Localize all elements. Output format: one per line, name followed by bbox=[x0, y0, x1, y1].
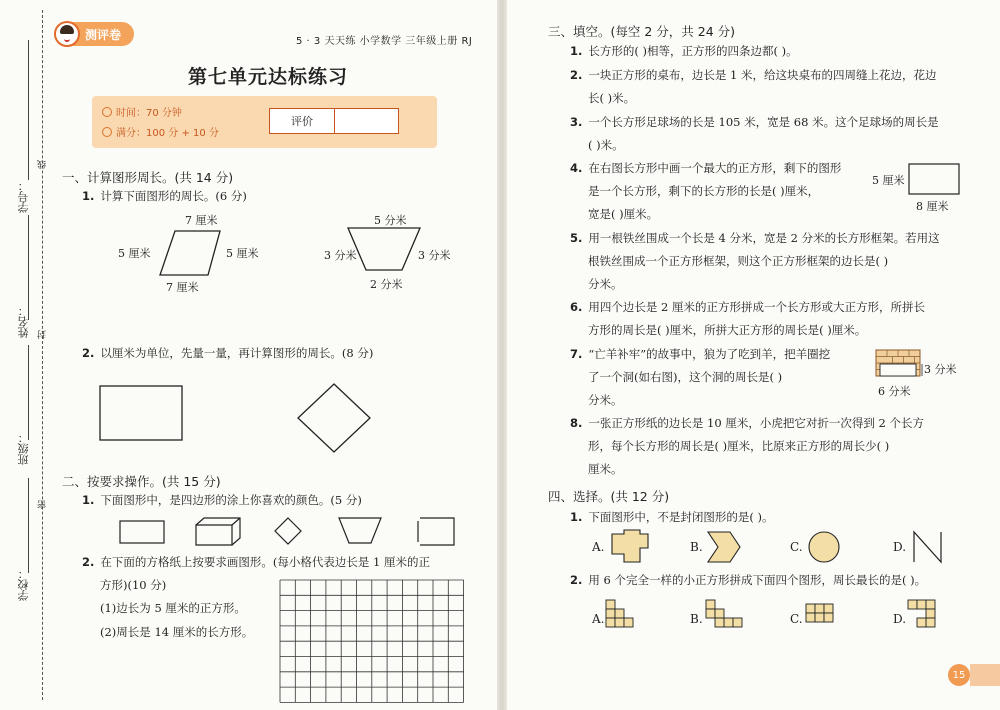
parallelogram-top-label: 7 厘米 bbox=[185, 214, 218, 227]
fill-line bbox=[28, 478, 29, 573]
trapezoid-left-label: 3 分米 bbox=[324, 249, 357, 262]
fill-question-8-line2: 形，每个长方形的周长是( )厘米，比原来正方形的周长少( ) bbox=[588, 439, 890, 453]
student-face-icon bbox=[54, 21, 80, 47]
choice-1-option-c[interactable]: C. bbox=[790, 540, 803, 554]
fill-question-4-line3: 宽是( )厘米。 bbox=[588, 207, 659, 221]
q7-fig-right-label: 3 分米 bbox=[924, 363, 957, 376]
line-mark: 线 bbox=[38, 160, 48, 169]
section-4-title: 四、选择。(共 12 分) bbox=[548, 489, 670, 504]
fill-question-3-line2: ( )米。 bbox=[588, 138, 624, 152]
fill-question-5-line3: 分米。 bbox=[588, 277, 623, 291]
time-text: 时间：70 分钟 bbox=[116, 108, 182, 119]
q4-fig-bottom-label: 8 厘米 bbox=[916, 200, 949, 213]
subtask-square: (1)边长为 5 厘米的正方形。 bbox=[100, 601, 246, 615]
fill-question-6: 6. 用四个边长是 2 厘米的正方形拼成一个长方形或大正方形，所拼长 bbox=[570, 300, 925, 314]
q4-fig-left-label: 5 厘米 bbox=[872, 174, 905, 187]
fill-question-4: 4. 在右图长方形中画一个最大的正方形，剩下的图形 bbox=[570, 161, 842, 175]
fill-question-1: 1. 长方形的( )相等，正方形的四条边都( )。 bbox=[570, 44, 798, 58]
trapezoid-top-label: 5 分米 bbox=[374, 214, 407, 227]
info-box bbox=[92, 96, 437, 148]
section-2-title: 二、按要求操作。(共 15 分) bbox=[62, 474, 221, 489]
fill-question-8: 8. 一张正方形纸的边长是 10 厘米，小虎把它对折一次得到 2 个长方 bbox=[570, 416, 924, 430]
choice-2-option-a[interactable]: A. bbox=[592, 612, 605, 626]
fill-question-2: 2. 一块正方形的桌布，边长是 1 米，给这块桌布的四周缝上花边，花边 bbox=[570, 68, 937, 82]
parallelogram-bottom-label: 7 厘米 bbox=[166, 281, 199, 294]
school-label: 学校： bbox=[17, 568, 30, 601]
fill-line bbox=[28, 345, 29, 440]
seal-mark: 封 bbox=[38, 330, 48, 339]
choice-question-2: 2. 用 6 个完全一样的小正方形拼成下面四个图形，周长最长的是( )。 bbox=[570, 573, 927, 587]
cut-line bbox=[42, 10, 43, 700]
fill-question-7-line2: 了一个洞(如右图)，这个洞的周长是( ) bbox=[588, 370, 783, 384]
q7-fig-bottom-label: 6 分米 bbox=[878, 385, 911, 398]
choice-question-1: 1. 下面图形中，不是封闭图形的是( )。 bbox=[570, 510, 774, 524]
evaluation-blank[interactable] bbox=[335, 109, 398, 133]
choice-2-option-c[interactable]: C. bbox=[790, 612, 803, 626]
check-circle-icon bbox=[102, 127, 112, 137]
logo-text: 测评卷 bbox=[85, 27, 122, 42]
page-gutter bbox=[497, 0, 507, 710]
fill-question-7: 7. “亡羊补牢”的故事中，狼为了吃到羊，把羊圈挖 bbox=[570, 347, 831, 361]
question-2-2-line2: 方形)(10 分) bbox=[100, 578, 167, 592]
fill-question-5: 5. 用一根铁丝围成一个长是 4 分米，宽是 2 分米的长方形框架。若用这 bbox=[570, 231, 940, 245]
fill-question-5-line2: 根铁丝围成一个正方形框架，则这个正方形框架的边长是( ) bbox=[588, 254, 889, 268]
fill-question-6-line2: 方形的周长是( )厘米，所拼大正方形的周长是( )厘米。 bbox=[588, 323, 867, 337]
section-3-title: 三、填空。(每空 2 分，共 24 分) bbox=[548, 24, 736, 39]
section-1-title: 一、计算图形周长。(共 14 分) bbox=[62, 170, 234, 185]
fill-question-8-line3: 厘米。 bbox=[588, 462, 623, 476]
unit-title: 第七单元达标练习 bbox=[188, 66, 349, 88]
subtask-rectangle: (2)周长是 14 厘米的长方形。 bbox=[100, 625, 254, 639]
time-row bbox=[102, 104, 182, 119]
name-label: 姓名： bbox=[17, 305, 30, 338]
fill-question-7-line3: 分米。 bbox=[588, 393, 623, 407]
fill-question-2-line2: 长( )米。 bbox=[588, 91, 636, 105]
class-label: 班级： bbox=[17, 432, 30, 465]
test-paper-logo bbox=[56, 22, 134, 46]
trapezoid-bottom-label: 2 分米 bbox=[370, 278, 403, 291]
binding-strip bbox=[0, 0, 52, 710]
clock-icon bbox=[102, 107, 112, 117]
parallelogram-left-label: 5 厘米 bbox=[118, 247, 151, 260]
page-number: 15 bbox=[948, 664, 970, 686]
question-2-1: 1. 下面图形中，是四边形的涂上你喜欢的颜色。(5 分) bbox=[82, 493, 362, 507]
evaluation-label: 评价 bbox=[270, 109, 335, 133]
choice-2-option-b[interactable]: B. bbox=[690, 612, 703, 626]
choice-2-option-d[interactable]: D. bbox=[893, 612, 907, 626]
choice-1-option-b[interactable]: B. bbox=[690, 540, 703, 554]
fill-question-3: 3. 一个长方形足球场的长是 105 米，宽是 68 米。这个足球场的周长是 bbox=[570, 115, 939, 129]
student-id-label: 学号： bbox=[17, 180, 30, 213]
secret-mark: 密 bbox=[38, 500, 48, 509]
trapezoid-right-label: 3 分米 bbox=[418, 249, 451, 262]
score-row bbox=[102, 124, 219, 139]
question-2-2: 2. 在下面的方格纸上按要求画图形。(每小格代表边长是 1 厘米的正 bbox=[82, 555, 430, 569]
question-1-2: 2. 以厘米为单位，先量一量，再计算图形的周长。(8 分) bbox=[82, 346, 374, 360]
fill-question-4-line2: 是一个长方形，剩下的长方形的长是( )厘米， bbox=[588, 184, 820, 198]
choice-1-option-a[interactable]: A. bbox=[592, 540, 605, 554]
parallelogram-right-label: 5 厘米 bbox=[226, 247, 259, 260]
choice-1-option-d[interactable]: D. bbox=[893, 540, 907, 554]
choice-2-tile-figures bbox=[0, 0, 1, 1]
fill-line bbox=[28, 40, 29, 180]
book-meta: 5 · 3 天天练 小学数学 三年级上册 RJ bbox=[296, 36, 473, 47]
evaluation-table bbox=[269, 108, 399, 134]
page-corner-strip bbox=[970, 664, 1000, 686]
question-1-1: 1. 计算下面图形的周长。(6 分) bbox=[82, 189, 247, 203]
score-text: 满分：100 分 + 10 分 bbox=[116, 128, 219, 139]
